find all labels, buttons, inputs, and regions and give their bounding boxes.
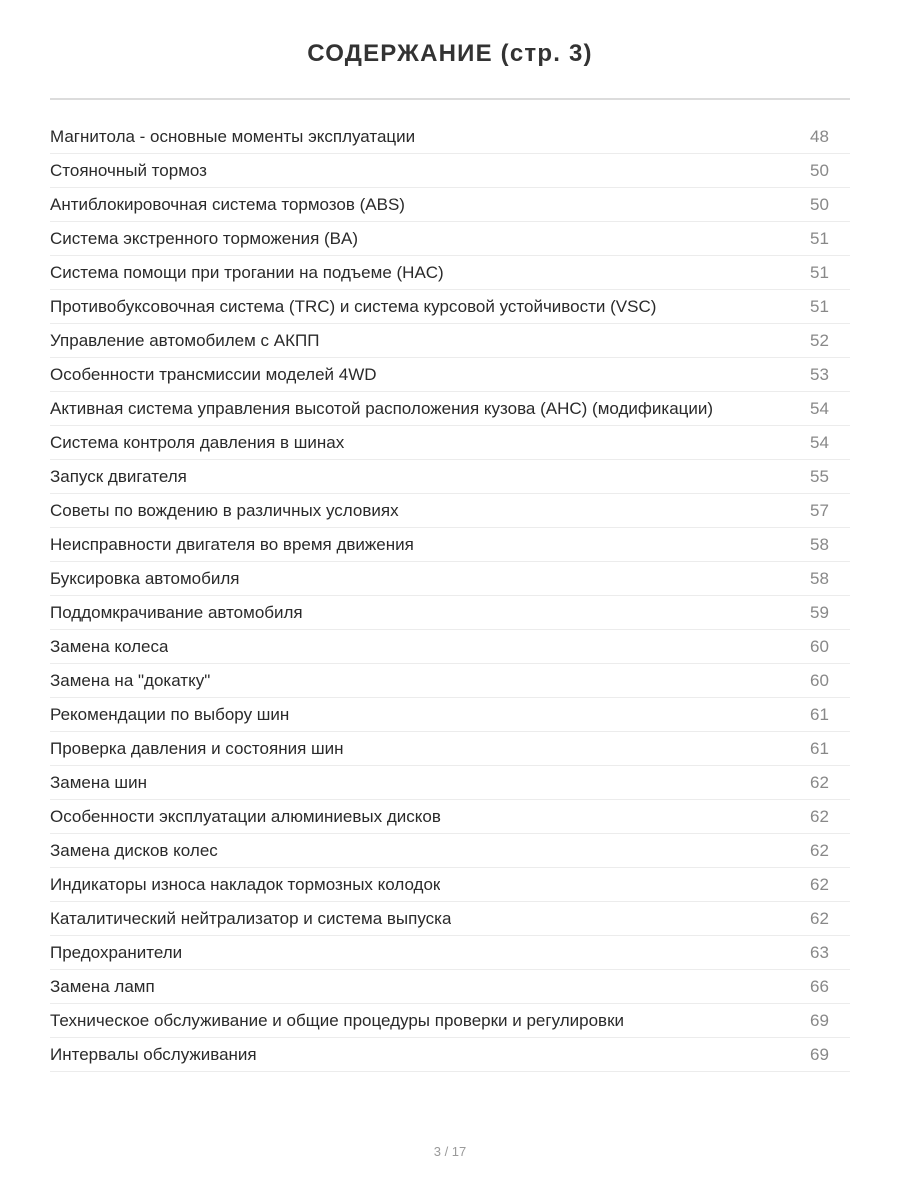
toc-entry-title: Система помощи при трогании на подъеме (HAC): [50, 262, 444, 282]
toc-entry-title: Замена шин: [50, 772, 147, 792]
toc-entry-title: Стояночный тормоз: [50, 160, 207, 180]
toc-entry[interactable]: [50, 426, 850, 460]
toc-entry-page-number: 51: [810, 262, 829, 282]
toc-entry-title: Антиблокировочная система тормозов (ABS): [50, 194, 405, 214]
page-indicator: 3 / 17: [433, 1144, 467, 1159]
toc-entry-title: Особенности эксплуатации алюминиевых дисков: [50, 806, 441, 826]
toc-entry-title: Предохранители: [50, 942, 183, 962]
table-of-contents: [50, 120, 850, 1072]
toc-entry-page-number: 55: [810, 466, 829, 486]
toc-entry-page-number: 54: [810, 432, 829, 452]
toc-entry-title: Замена ламп: [50, 976, 155, 996]
toc-entry-page-number: 69: [810, 1010, 829, 1030]
toc-entry[interactable]: [50, 1004, 850, 1038]
toc-entry[interactable]: [50, 732, 850, 766]
toc-entry-title: Противобуксовочная система (TRC) и система курсовой устойчивости (VSC): [50, 296, 657, 316]
toc-entry-page-number: 62: [810, 840, 829, 860]
toc-entry[interactable]: [50, 1038, 850, 1072]
toc-entry[interactable]: [50, 664, 850, 698]
page-title: СОДЕРЖАНИЕ (стр. 3): [307, 40, 593, 67]
toc-entry-title: Интервалы обслуживания: [50, 1044, 257, 1064]
toc-entry-title: Особенности трансмиссии моделей 4WD: [50, 364, 377, 384]
toc-entry[interactable]: [50, 222, 850, 256]
toc-entry-page-number: 61: [810, 738, 829, 758]
toc-entry[interactable]: [50, 494, 850, 528]
toc-entry-page-number: 50: [810, 160, 829, 180]
toc-entry[interactable]: [50, 698, 850, 732]
toc-entry[interactable]: [50, 800, 850, 834]
toc-entry-title: Система контроля давления в шинах: [50, 432, 345, 452]
toc-entry-page-number: 51: [810, 228, 829, 248]
toc-entry-title: Проверка давления и состояния шин: [50, 738, 344, 758]
toc-entry-title: Рекомендации по выбору шин: [50, 704, 290, 724]
toc-entry-title: Каталитический нейтрализатор и система выпуска: [50, 908, 452, 928]
toc-entry-page-number: 60: [810, 636, 829, 656]
toc-entry[interactable]: [50, 936, 850, 970]
toc-entry-page-number: 62: [810, 772, 829, 792]
toc-entry[interactable]: [50, 392, 850, 426]
toc-entry-page-number: 53: [810, 364, 829, 384]
toc-entry-page-number: 58: [810, 568, 829, 588]
title-divider: [50, 98, 850, 100]
toc-entry[interactable]: [50, 970, 850, 1004]
toc-entry-page-number: 48: [810, 126, 829, 146]
toc-entry-page-number: 69: [810, 1044, 829, 1064]
toc-entry-page-number: 62: [810, 806, 829, 826]
toc-entry[interactable]: [50, 630, 850, 664]
toc-entry-title: Индикаторы износа накладок тормозных колодок: [50, 874, 441, 894]
toc-entry[interactable]: [50, 834, 850, 868]
toc-entry-page-number: 51: [810, 296, 829, 316]
toc-entry-page-number: 58: [810, 534, 829, 554]
toc-entry-page-number: 63: [810, 942, 829, 962]
toc-entry-page-number: 59: [810, 602, 829, 622]
toc-entry[interactable]: [50, 902, 850, 936]
toc-entry-page-number: 60: [810, 670, 829, 690]
toc-entry[interactable]: [50, 256, 850, 290]
toc-entry-title: Поддомкрачивание автомобиля: [50, 602, 303, 622]
toc-entry-title: Запуск двигателя: [50, 466, 187, 486]
toc-entry[interactable]: [50, 120, 850, 154]
toc-entry[interactable]: [50, 188, 850, 222]
toc-entry-title: Замена колеса: [50, 636, 169, 656]
toc-entry-title: Замена дисков колес: [50, 840, 218, 860]
toc-entry[interactable]: [50, 154, 850, 188]
toc-entry[interactable]: [50, 596, 850, 630]
toc-entry-title: Замена на "докатку": [50, 670, 211, 690]
toc-entry[interactable]: [50, 290, 850, 324]
toc-entry[interactable]: [50, 358, 850, 392]
toc-entry-title: Управление автомобилем с АКПП: [50, 330, 320, 350]
toc-entry[interactable]: [50, 324, 850, 358]
toc-entry-page-number: 54: [810, 398, 829, 418]
toc-entry-page-number: 57: [810, 500, 829, 520]
toc-entry-page-number: 61: [810, 704, 829, 724]
toc-entry-page-number: 66: [810, 976, 829, 996]
toc-entry-title: Неисправности двигателя во время движения: [50, 534, 414, 554]
toc-entry-page-number: 52: [810, 330, 829, 350]
toc-entry[interactable]: [50, 868, 850, 902]
toc-entry-page-number: 62: [810, 908, 829, 928]
toc-entry-title: Техническое обслуживание и общие процедуры проверки и регулировки: [50, 1010, 625, 1030]
toc-entry-title: Буксировка автомобиля: [50, 568, 240, 588]
toc-entry-page-number: 50: [810, 194, 829, 214]
toc-entry[interactable]: [50, 460, 850, 494]
toc-entry[interactable]: [50, 528, 850, 562]
toc-entry-page-number: 62: [810, 874, 829, 894]
toc-entry-title: Система экстренного торможения (BA): [50, 228, 359, 248]
toc-entry-title: Магнитола - основные моменты эксплуатации: [50, 126, 416, 146]
toc-entry-title: Советы по вождению в различных условиях: [50, 500, 399, 520]
toc-entry[interactable]: [50, 766, 850, 800]
toc-entry-title: Активная система управления высотой расположения кузова (AHC) (модификации): [50, 398, 714, 418]
toc-entry[interactable]: [50, 562, 850, 596]
